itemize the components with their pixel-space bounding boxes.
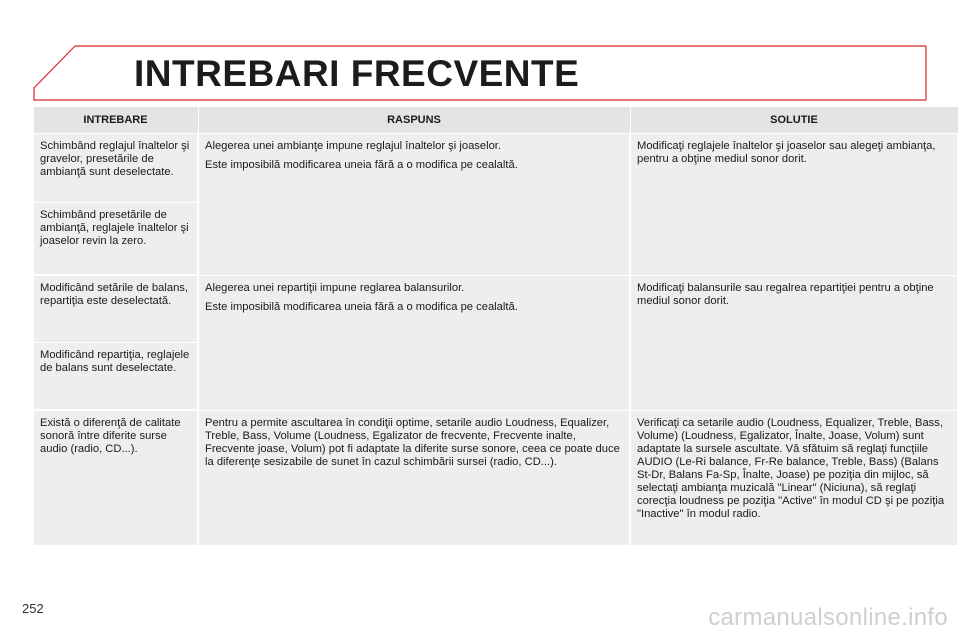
question-cell: Există o diferenţă de calitate sonoră între diferite surse audio (radio, CD...). <box>33 410 198 546</box>
question-cell: Schimbând reglajul înaltelor şi gravelor, presetările de ambianţă sunt deselectate. <box>33 134 198 203</box>
column-header-solutie: SOLUTIE <box>630 107 958 134</box>
column-header-intrebare: INTREBARE <box>33 107 198 134</box>
question-cell: Modificând setările de balans, repartiţia este deselectată. <box>33 275 198 343</box>
column-header-raspuns: RASPUNS <box>198 107 630 134</box>
answer-cell <box>198 275 630 410</box>
answer-cell <box>198 410 630 546</box>
answer-text: Pentru a permite ascultarea în condiţii optime, setarile audio Loudness, Equalizer, Treble, Bass, Volume (Loudness, Egalizator de frecvente, Frecvente inalte, Frecvente joase, Volum) pot fi adaptate la diferite surse sonore, ceea ce poate duce la diferenţe sesizabile de sunet în cazul schimbării sursei (radio, CD...). <box>205 416 620 468</box>
table-row <box>33 134 958 203</box>
faq-table <box>32 106 959 546</box>
table-row <box>33 410 958 546</box>
table-header-row <box>33 107 958 134</box>
solution-cell: Modificaţi balansurile sau regalrea repartiţiei pentru a obţine mediul sonor dorit. <box>630 275 958 410</box>
solution-cell: Verificaţi ca setarile audio (Loudness, Equalizer, Treble, Bass, Volume) (Loudness, Egalizator, Înalte, Joase, Volum) sunt adaptate la sursele ascultate. Vă sfătuim să reglaţi funcţiile AUDIO (Le-Ri balance, Fr-Re balance, Treble, Bass) (Balans St-Dr, Balans Fa-Sp, Înalte, Joase) pe poziţia din mijloc, să selectaţi ambianţa muzicală "Linear" (Niciuna), să reglaţi corecţia loudness pe poziţia "Active" în modul CD şi pe poziţia "Inactive" în modul radio. <box>630 410 958 546</box>
watermark: carmanualsonline.info <box>708 604 948 631</box>
question-cell: Modificând repartiţia, reglajele de balans sunt deselectate. <box>33 343 198 411</box>
answer-text: Este imposibilă modificarea uneia fără a o modifica pe cealaltă. <box>205 159 518 171</box>
answer-text: Este imposibilă modificarea uneia fără a o modifica pe cealaltă. <box>205 300 518 313</box>
answer-text: Alegerea unei repartiţii impune reglarea balansurilor. <box>205 281 465 294</box>
page-number: 252 <box>22 601 44 616</box>
page-title: INTREBARI FRECVENTE <box>134 53 580 94</box>
answer-cell <box>198 134 630 276</box>
answer-text: Alegerea unei ambianţe impune reglajul înaltelor şi joaselor. <box>205 140 502 152</box>
solution-cell: Modificaţi reglajele înaltelor şi joaselor sau alegeţi ambianţa, pentru a obţine mediul sonor dorit. <box>630 134 958 276</box>
table-row <box>33 275 958 343</box>
question-cell: Schimbând presetările de ambianţă, reglajele înaltelor şi joaselor revin la zero. <box>33 203 198 276</box>
